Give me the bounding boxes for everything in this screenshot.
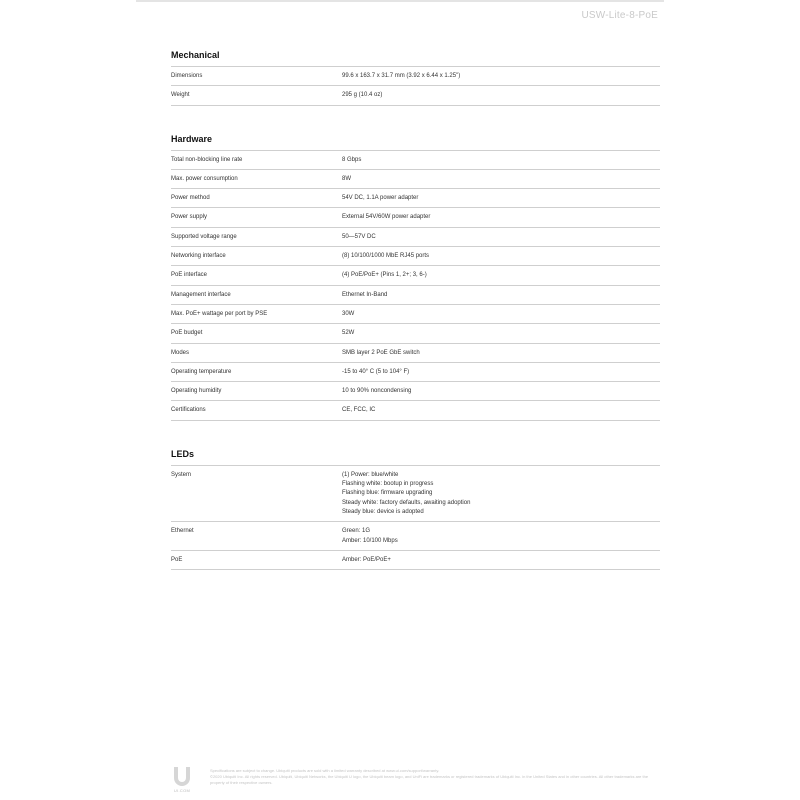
spec-label: PoE interface [171, 272, 208, 279]
section-title: LEDs [171, 448, 195, 459]
spec-row [171, 85, 660, 105]
footer-copyright: ©2020 Ubiquiti Inc. All rights reserved. Ubiquiti, Ubiquiti Networks, the Ubiquiti U logo, the Ubiquiti beam logo, and UniFi are trademarks or registered trademarks of Ubiquiti Inc. in the United States and in other countries. All other trademarks are the property of their respective owners. [210, 774, 649, 785]
section-title: Hardware [171, 133, 213, 144]
spec-row [171, 265, 660, 284]
spec-row [171, 188, 660, 207]
spec-row [171, 323, 660, 342]
spec-value: (8) 10/100/1000 MbE RJ45 ports [342, 253, 430, 260]
spec-label: Modes [171, 349, 190, 356]
spec-label: Total non-blocking line rate [171, 156, 243, 163]
spec-label: PoE [171, 556, 183, 563]
spec-label: PoE budget [171, 330, 203, 337]
spec-value: 50—57V DC [342, 233, 376, 240]
spec-value: CE, FCC, IC [342, 407, 376, 414]
spec-label: Weight [171, 92, 190, 99]
spec-row [171, 207, 660, 226]
spec-row [171, 169, 660, 188]
spec-row [171, 66, 660, 85]
spec-label: Max. power consumption [171, 175, 238, 182]
spec-value: 8 Gbps [342, 156, 362, 163]
spec-value: 99.6 x 163.7 x 31.7 mm (3.92 x 6.44 x 1.25") [342, 73, 461, 79]
spec-value: 54V DC, 1.1A power adapter [342, 195, 419, 202]
spec-row [171, 521, 660, 550]
spec-value: External 54V/60W power adapter [342, 214, 431, 221]
spec-label: Supported voltage range [171, 233, 237, 240]
spec-value: Ethernet In-Band [342, 291, 388, 298]
spec-label: Ethernet [171, 528, 194, 535]
spec-sheet [171, 48, 660, 596]
footer [172, 766, 652, 796]
spec-label: Power method [171, 195, 210, 202]
spec-row [171, 550, 660, 570]
spec-value: (4) PoE/PoE+ (Pins 1, 2+; 3, 6-) [342, 272, 427, 279]
spec-value: Green: 1G Amber: 10/100 Mbps [342, 528, 398, 544]
spec-value: 295 g (10.4 oz) [342, 92, 383, 99]
spec-label: Operating temperature [171, 368, 232, 375]
spec-row [171, 465, 660, 521]
spec-label: Max. PoE+ wattage per port by PSE [171, 310, 268, 317]
spec-value: 8W [342, 175, 351, 182]
footer-legal [210, 768, 650, 786]
section-mechanical [171, 48, 660, 106]
spec-row [171, 381, 660, 400]
spec-row [171, 343, 660, 362]
spec-row [171, 400, 660, 420]
spec-row [171, 362, 660, 381]
spec-table [171, 150, 660, 421]
spec-value: 30W [342, 310, 355, 317]
section-hardware [171, 132, 660, 421]
spec-label: Dimensions [171, 73, 203, 79]
spec-value: SMB layer 2 PoE GbE switch [342, 349, 420, 356]
spec-row [171, 150, 660, 169]
spec-label: Certifications [171, 407, 206, 414]
spec-value: (1) Power: blue/white Flashing white: bootup in progress Flashing blue: firmware upgrading Steady white: factory defaults, awaiting adoption Steady blue: device is adopted [342, 471, 471, 515]
spec-row [171, 285, 660, 304]
top-divider [136, 0, 664, 2]
spec-label: Management interface [171, 291, 231, 298]
spec-row [171, 304, 660, 323]
spec-label: Networking interface [171, 253, 226, 260]
section-title: Mechanical [171, 50, 220, 60]
spec-label: System [171, 471, 192, 478]
spec-value: -15 to 40° C (5 to 104° F) [342, 368, 410, 375]
product-name: USW-Lite-8-PoE [581, 10, 658, 21]
spec-label: Power supply [171, 214, 208, 221]
spec-row [171, 246, 660, 265]
footer-disclaimer: Specifications are subject to change. Ubiquiti products are sold with a limited warranty described at www.ui.com/support/warranty. [210, 768, 440, 773]
section-leds [171, 447, 660, 570]
spec-label: Operating humidity [171, 388, 222, 395]
spec-table [171, 465, 660, 570]
spec-row [171, 227, 660, 246]
spec-table [171, 66, 660, 106]
logo-text: UI.COM [173, 788, 191, 793]
spec-value: 52W [342, 330, 355, 337]
spec-value: 10 to 90% noncondensing [342, 388, 412, 395]
spec-value: Amber: PoE/PoE+ [342, 556, 391, 563]
